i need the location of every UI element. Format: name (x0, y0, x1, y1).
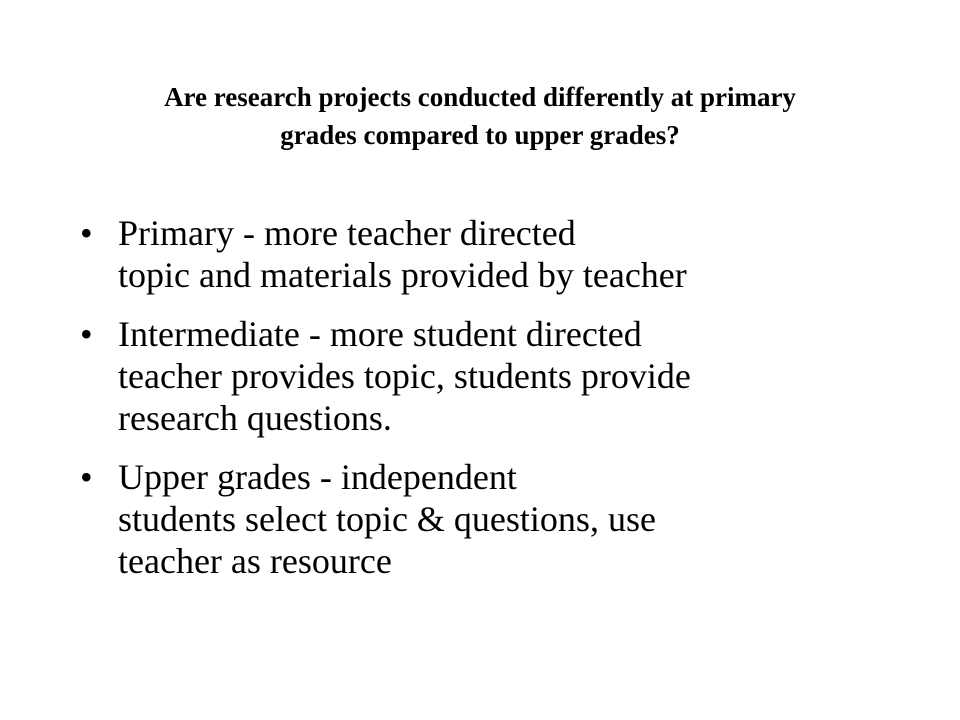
bullet-detail-upper-grades-2: teacher as resource (118, 541, 392, 581)
bullet-heading-intermediate: Intermediate - more student directed (118, 314, 642, 354)
bullet-item-upper-grades (80, 456, 940, 582)
bullet-marker: • (80, 213, 93, 253)
bullet-detail-intermediate-2: research questions. (118, 398, 392, 438)
bullet-detail-intermediate-1: teacher provides topic, students provide (118, 356, 691, 396)
slide-title-line-1: Are research projects conducted differently at primary (164, 82, 796, 112)
bullet-item-primary (80, 212, 940, 296)
bullet-marker: • (80, 314, 93, 354)
bullet-detail-primary-1: topic and materials provided by teacher (118, 255, 687, 295)
bullet-marker: • (80, 457, 93, 497)
bullet-heading-upper-grades: Upper grades - independent (118, 457, 517, 497)
slide-title-line-2: grades compared to upper grades? (280, 120, 680, 150)
bullet-list (80, 212, 940, 599)
bullet-heading-primary: Primary - more teacher directed (118, 213, 576, 253)
bullet-item-intermediate (80, 313, 940, 439)
slide-title (60, 78, 900, 154)
bullet-detail-upper-grades-1: students select topic & questions, use (118, 499, 656, 539)
